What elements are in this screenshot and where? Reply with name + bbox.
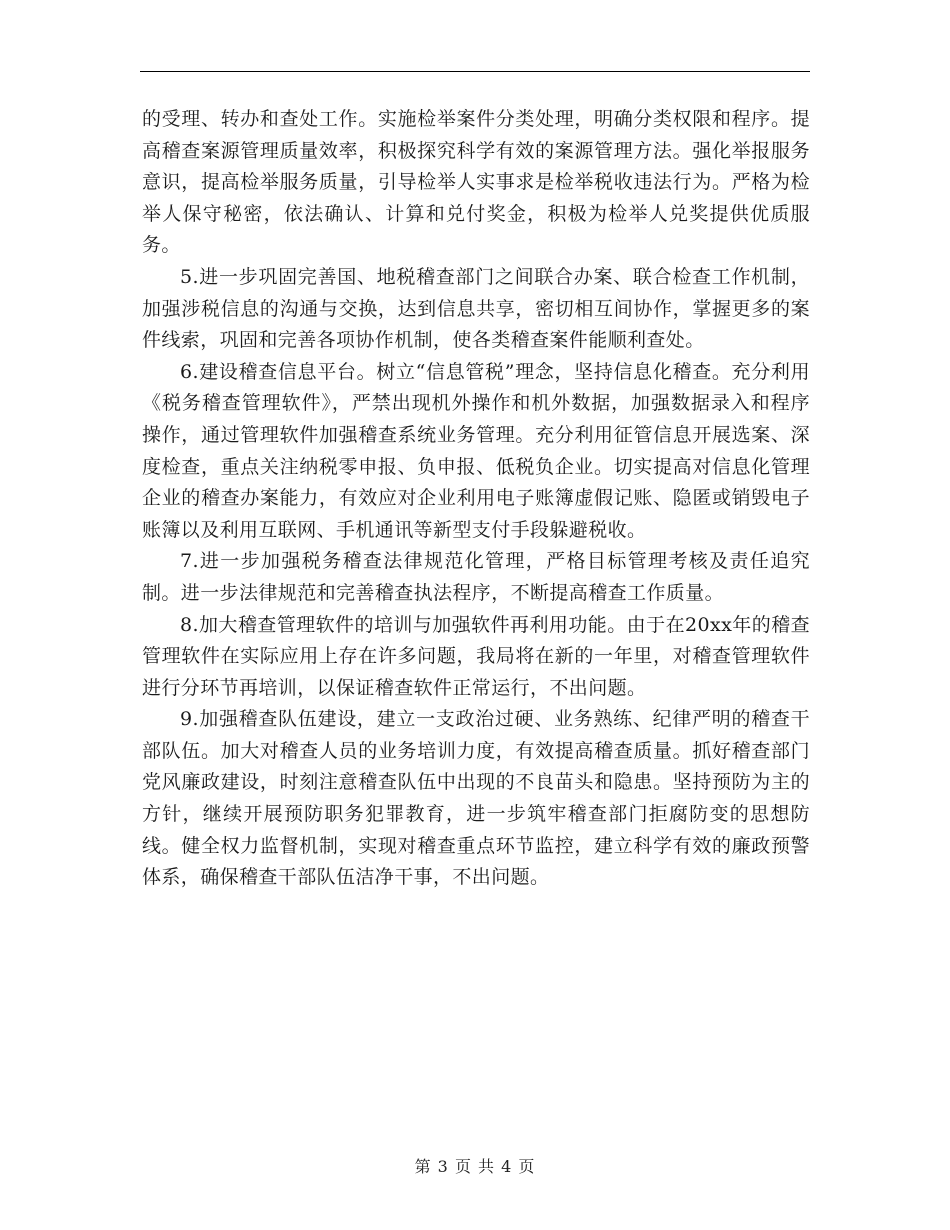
paragraph-item-7: 7.进一步加强税务稽查法律规范化管理，严格目标管理考核及责任追究制。进一步法律规范和完善稽查执法程序，不断提高稽查工作质量。 bbox=[142, 550, 810, 604]
paragraph-item-5: 5.进一步巩固完善国、地税稽查部门之间联合办案、联合检查工作机制，加强涉税信息的沟通与交换，达到信息共享，密切相互间协作，掌握更多的案件线索，巩固和完善各项协作机制，使各类稽查案件能顺利查处。 bbox=[142, 265, 810, 352]
paragraph-item-9: 9.加强稽查队伍建设，建立一支政治过硬、业务熟练、纪律严明的稽查干部队伍。加大对稽查人员的业务培训力度，有效提高稽查质量。抓好稽查部门党风廉政建设，时刻注意稽查队伍中出现的不良苗头和隐患。坚持预防为主的方针，继续开展预防职务犯罪教育，进一步筑牢稽查部门拒腐防变的思想防线。健全权力监督机制，实现对稽查重点环节监控，建立科学有效的廉政预警体系，确保稽查干部队伍洁净干事，不出问题。 bbox=[142, 708, 810, 889]
page-number-footer: 第 3 页 共 4 页 bbox=[414, 1157, 536, 1176]
paragraph-item-8: 8.加大稽查管理软件的培训与加强软件再利用功能。由于在20xx年的稽查管理软件在实际应用上存在许多问题，我局将在新的一年里，对稽查管理软件进行分环节再培训，以保证稽查软件正常运行，不出问题。 bbox=[142, 613, 810, 699]
paragraph-item-6: 6.建设稽查信息平台。树立“信息管税”理念，坚持信息化稽查。充分利用《税务稽查管理软件》，严禁出现机外操作和机外数据，加强数据录入和程序操作，通过管理软件加强稽查系统业务管理。充分利用征管信息开展选案、深度检查，重点关注纳税零申报、负申报、低税负企业。切实提高对信息化管理企业的稽查办案能力，有效应对企业利用电子账簿虚假记账、隐匿或销毁电子账簿以及利用互联网、手机通讯等新型支付手段躲避税收。 bbox=[142, 360, 810, 541]
header-rule bbox=[140, 71, 810, 72]
document-body bbox=[142, 104, 810, 894]
paragraph-continuation: 的受理、转办和查处工作。实施检举案件分类处理，明确分类权限和程序。提高稽查案源管理质量效率，积极探究科学有效的案源管理方法。强化举报服务意识，提高检举服务质量，引导检举人实事求是检举税收违法行为。严格为检举人保守秘密，依法确认、计算和兑付奖金，积极为检举人兑奖提供优质服务。 bbox=[142, 108, 810, 257]
